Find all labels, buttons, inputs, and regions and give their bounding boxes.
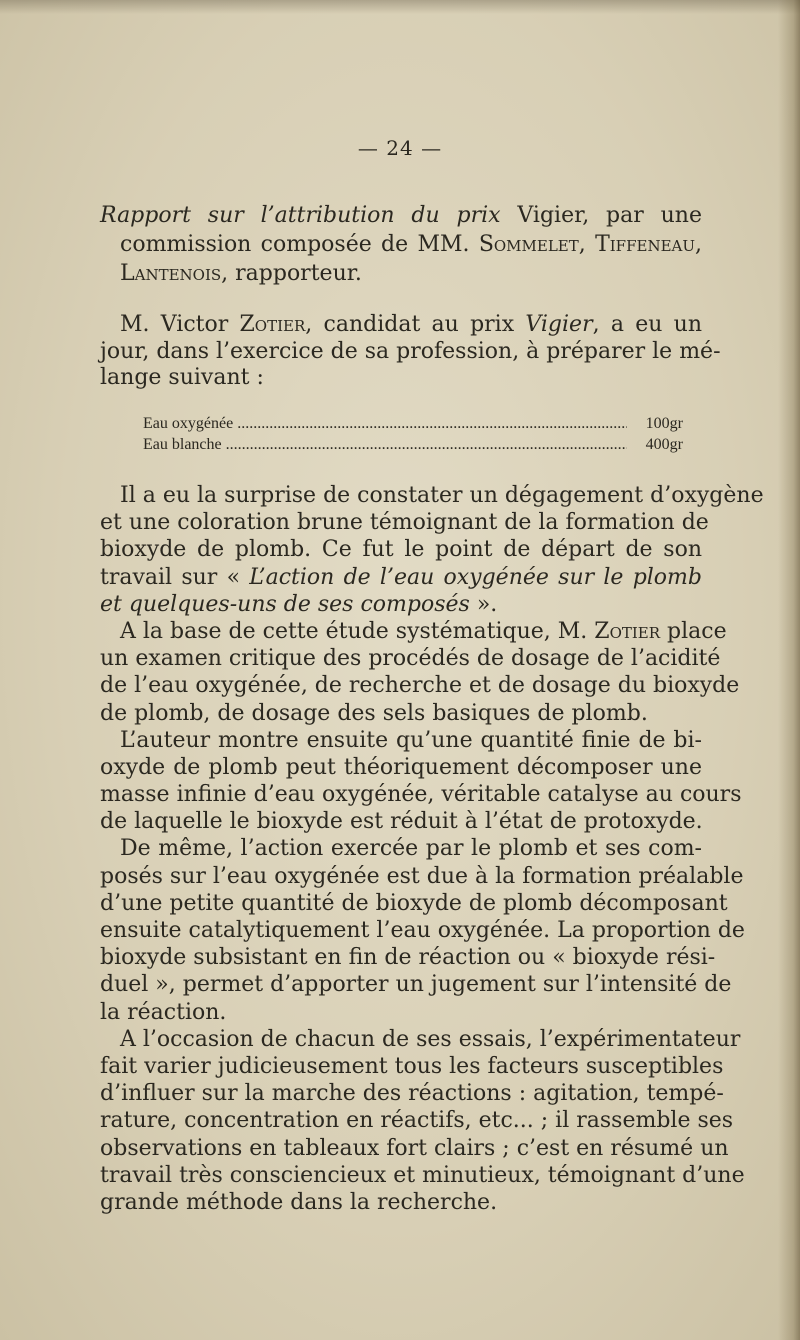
paragraph-line: d’une petite quantité de bioxyde de plomb décomposant [100, 890, 728, 916]
name-sommelet: Sommelet [478, 232, 579, 257]
work-title: L’action de l’eau oxygénée sur le plomb [249, 564, 702, 590]
paragraph-line: A la base de cette étude systématique, M. Zotier place [120, 618, 727, 644]
page-binding-shadow [778, 0, 800, 1340]
recipe-row [143, 413, 683, 434]
name-lantenois: Lantenois [120, 261, 222, 286]
paragraph-line: L’auteur montre ensuite qu’une quantité finie de bi- [120, 727, 702, 753]
ingredient-name: Eau oxygénée ..... [143, 413, 627, 434]
paragraph-line: lange suivant : [100, 365, 264, 390]
paragraph-line: de plomb, de dosage des sels basiques de plomb. [100, 700, 648, 726]
paragraph-line: De même, l’action exercée par le plomb et ses com- [120, 836, 702, 862]
paragraph-line: jour, dans l’exercice de sa profession, à préparer le mé- [100, 338, 721, 364]
heading-line: commission composée de MM. Sommelet, Tiffeneau, [120, 232, 702, 257]
heading-line: Lantenois, rapporteur. [120, 261, 362, 286]
recipe-list [143, 413, 683, 455]
paragraph-line: M. Victor Zotier, candidat au prix Vigier, a eu un [120, 312, 703, 337]
intro-paragraph [100, 312, 721, 392]
paragraph-line: la réaction. [100, 999, 227, 1025]
paragraph-line: travail sur « L’action de l’eau oxygénée sur le plomb [100, 564, 702, 590]
report-heading [100, 201, 702, 288]
paragraph-line: bioxyde subsistant en fin de réaction ou « bioxyde rési- [100, 945, 716, 971]
ingredient-quantity: 400gr [645, 436, 683, 453]
paragraph-line: masse infinie d’eau oxygénée, véritable catalyse au cours [100, 782, 742, 808]
paragraph-line: grande méthode dans la recherche. [100, 1189, 498, 1215]
paragraph-line: fait varier judicieusement tous les facteurs susceptibles [100, 1053, 724, 1079]
paragraph-line: de laquelle le bioxyde est réduit à l’état de protoxyde. [100, 809, 703, 835]
paragraph-line: Il a eu la surprise de constater un dégagement d’oxygène [120, 483, 764, 508]
paragraph-line: rature, concentration en réactifs, etc... ; il rassemble ses [100, 1108, 734, 1134]
paragraph-line: un examen critique des procédés de dosage de l’acidité [100, 646, 721, 672]
paragraph-line: duel », permet d’apporter un jugement sur l’intensité de [100, 972, 732, 998]
ingredient-name: Eau blanche ..... [143, 434, 627, 455]
paragraph-line: ensuite catalytiquement l’eau oxygénée. La proportion de [100, 918, 745, 943]
paragraph-line: d’influer sur la marche des réactions : agitation, tempé- [100, 1081, 724, 1107]
name-tiffeneau: Tiffeneau [595, 232, 695, 257]
paragraph-line: posés sur l’eau oxygénée est due à la formation préalable [100, 863, 744, 889]
page-edge-shadow [0, 0, 800, 14]
paragraph-line: A l’occasion de chacun de ses essais, l’expérimentateur [120, 1026, 741, 1052]
work-title: et quelques-uns de ses composés [100, 591, 470, 617]
paragraph-line: de l’eau oxygénée, de recherche et de dosage du bioxyde [100, 673, 740, 699]
heading-line: Rapport sur l’attribution du prix Vigier, par une [100, 203, 702, 228]
name-zotier: Zotier [594, 618, 661, 644]
page-number: — 24 — [357, 136, 443, 160]
recipe-row [143, 434, 683, 455]
paragraph-line: et quelques-uns de ses composés ». [100, 591, 498, 617]
paragraph-line: et une coloration brune témoignant de la formation de [100, 510, 709, 536]
paragraph-line: bioxyde de plomb. Ce fut le point de départ de son [100, 537, 702, 563]
ingredient-quantity: 100gr [645, 415, 683, 432]
paragraph-line: observations en tableaux fort clairs ; c’est en résumé un [100, 1135, 729, 1161]
report-body [100, 482, 764, 1216]
name-zotier: Zotier [239, 312, 306, 337]
paragraph-line: travail très consciencieux et minutieux, témoignant d’une [100, 1162, 745, 1188]
paragraph-line: oxyde de plomb peut théoriquement décomposer une [100, 754, 702, 780]
